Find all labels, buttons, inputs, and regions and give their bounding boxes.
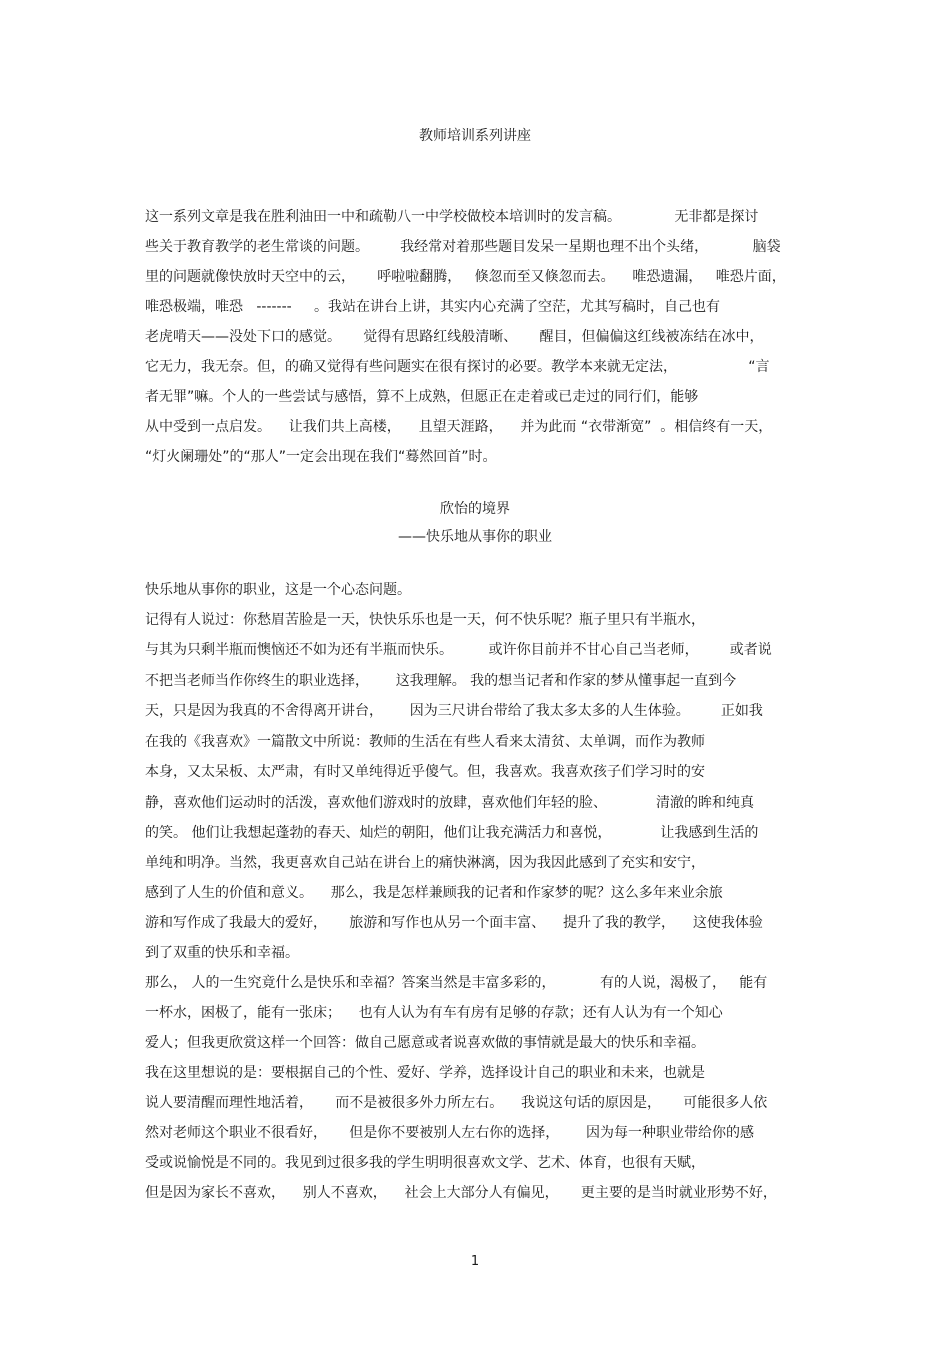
body-line: 单纯和明净。当然，我更喜欢自己站在讲台上的痛快淋漓，因为我因此感到了充实和安宁， [145,855,705,871]
body-line: 受或说愉悦是不同的。我见到过很多我的学生明明很喜欢文学、艺术、体育，也很有天赋， [145,1155,705,1171]
body-line: 感到了人生的价值和意义。 那么，我是怎样兼顾我的记者和作家梦的呢？这么多年来业余旅 [145,885,723,901]
document-title: 教师培训系列讲座 [419,128,531,144]
intro-line: 老虎啃天——没处下口的感觉。 觉得有思路红线般清晰、 醒目，但偏偏这红线被冻结在冰中， [145,329,764,345]
intro-line: 唯恐极端，唯恐 ------- 。我站在讲台上讲，其实内心充满了空茫，尤其写稿时，自己也有 [145,299,720,315]
body-line: 爱人；但我更欣赏这样一个回答：做自己愿意或者说喜欢做的事情就是最大的快乐和幸福。 [145,1035,705,1051]
body-line: 说人要清醒而理性地活着， 而不是被很多外力所左右。 我说这句话的原因是， 可能很多人依 [145,1095,768,1111]
body-line: 与其为只剩半瓶而懊恼还不如为还有半瓶而快乐。 或许你目前并不甘心自己当老师， 或者说 [145,642,772,658]
body-line: 记得有人说过：你愁眉苦脸是一天，快快乐乐也是一天，何不快乐呢？瓶子里只有半瓶水， [145,612,705,628]
section-title: 欣怡的境界 [440,501,510,517]
intro-line: 这一系列文章是我在胜利油田一中和疏勒八一中学校做校本培训时的发言稿。 无非都是探讨 [145,209,759,225]
body-line: 静，喜欢他们运动时的活泼，喜欢他们游戏时的放肆，喜欢他们年轻的脸、 清澈的眸和纯真 [145,795,754,811]
body-line: 的笑。 他们让我想起蓬勃的春天、灿烂的朝阳，他们让我充满活力和喜悦， 让我感到生活的 [145,825,759,841]
body-line: 一杯水，困极了，能有一张床； 也有人认为有车有房有足够的存款；还有人认为有一个知心 [145,1005,723,1021]
page-number: 1 [470,1254,480,1269]
body-line: 不把当老师当作你终生的职业选择， 这我理解。 我的想当记者和作家的梦从懂事起一直到今 [145,673,737,689]
intro-line: 些关于教育教学的老生常谈的问题。 我经常对着那些题目发呆一星期也理不出个头绪， 脑袋 [145,239,781,255]
body-line: 在我的《我喜欢》一篇散文中所说：教师的生活在有些人看来太清贫、太单调，而作为教师 [145,734,705,750]
body-line: 那么， 人的一生究竟什么是快乐和幸福？答案当然是丰富多彩的， 有的人说，渴极了， 能有 [145,975,768,991]
intro-line: “灯火阑珊处”的“那人”一定会出现在我们“蓦然回首”时。 [145,449,497,465]
body-line: 本身，又太呆板、太严肃，有时又单纯得近乎傻气。但，我喜欢。我喜欢孩子们学习时的安 [145,764,705,780]
body-line: 但是因为家长不喜欢， 别人不喜欢， 社会上大部分人有偏见， 更主要的是当时就业形势不好， [145,1185,777,1201]
intro-line: 它无力，我无奈。但，的确又觉得有些问题实在很有探讨的必要。教学本来就无定法， “言 [145,359,770,375]
section-subtitle: ——快乐地从事你的职业 [398,529,552,545]
body-line: 游和写作成了我最大的爱好， 旅游和写作也从另一个面丰富、 提升了我的教学， 这使我体验 [145,915,763,931]
intro-line: 里的问题就像快放时天空中的云， 呼啦啦翻腾， 倏忽而至又倏忽而去。 唯恐遗漏， 唯恐片面， [145,269,786,285]
body-line: 快乐地从事你的职业，这是一个心态问题。 [145,582,411,598]
intro-line: 从中受到一点启发。 让我们共上高楼， 且望天涯路， 并为此而 “衣带渐宽” 。相信终有一天， [145,419,773,435]
body-line: 到了双重的快乐和幸福。 [145,945,299,961]
body-line: 天，只是因为我真的不舍得离开讲台， 因为三尺讲台带给了我太多太多的人生体验。 正如我 [145,703,763,719]
body-line: 然对老师这个职业不很看好， 但是你不要被别人左右你的选择， 因为每一种职业带给你的感 [145,1125,754,1141]
body-line: 我在这里想说的是：要根据自己的个性、爱好、学养，选择设计自己的职业和未来，也就是 [145,1065,705,1081]
intro-line: 者无罪”嘛。个人的一些尝试与感悟，算不上成熟，但愿正在走着或已走过的同行们，能够 [145,389,699,405]
